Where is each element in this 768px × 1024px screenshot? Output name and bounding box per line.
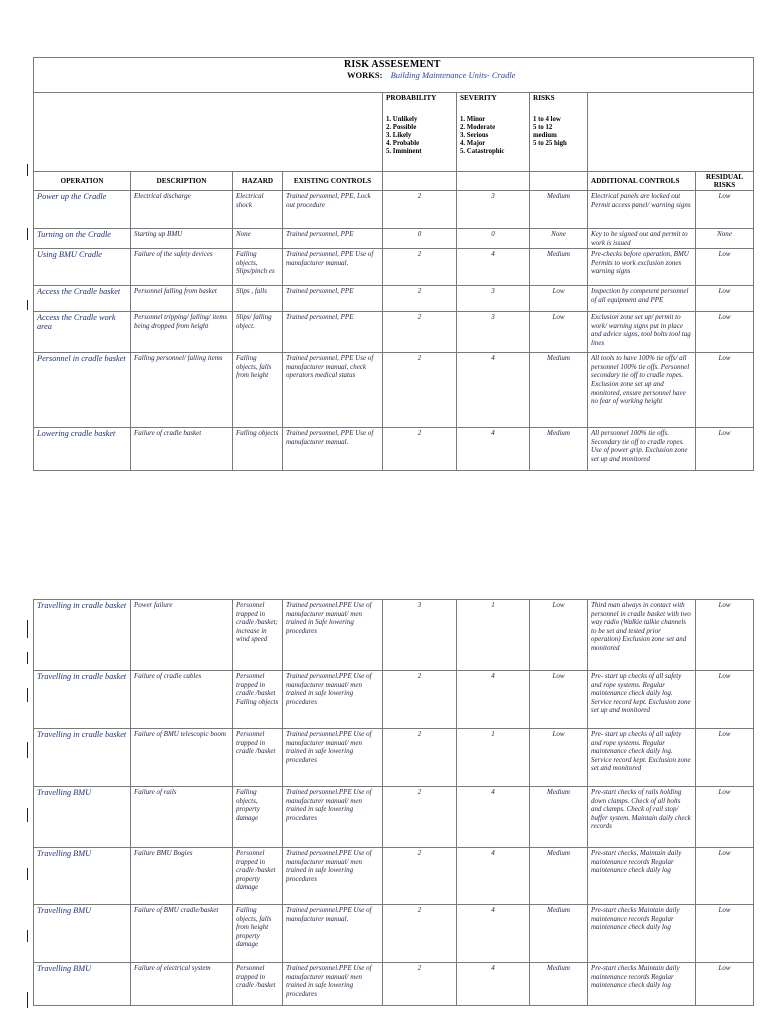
probability-cell: 2 [383,787,457,848]
description-cell: Failure of the safety devices [131,249,233,286]
risk-level-cell: Medium [530,428,588,471]
risk-table-page-1 [33,57,754,471]
probability-cell: 2 [383,312,457,353]
risk-row [34,229,754,249]
margin-tick [27,688,28,702]
operation-cell: Travelling in cradle basket [34,600,131,671]
margin-tick [27,930,28,942]
description-cell: Failure of BMU cradle/basket [131,905,233,963]
severity-cell: 4 [457,428,530,471]
risk-row [34,191,754,229]
additional-controls-cell: All personnel 100% tie offs. Secondary tie off to cradle ropes. Use of power grip. Exclusion zone set up and monitored [588,428,696,471]
operation-cell: Access the Cradle work area [34,312,131,353]
column-header-row [34,172,754,191]
hazard-cell: Falling objects, falls from height [233,353,283,428]
description-cell: Failure of rails [131,787,233,848]
works-value: Building Maintenance Units- Cradle [390,70,516,80]
description-cell: Personnel falling from basket [131,286,233,312]
existing-controls-cell: Trained personnel.PPE Use of manufacturer manual/ men trained in safe lowering procedures [283,671,383,729]
risk-row [34,249,754,286]
additional-controls-cell: All tools to have 100% tie offs/ all personnel 100% tie offs. Personnel secondary tie off to cradle ropes. Exclusion zone set up and monitored, ensure personnel have no fear of working height [588,353,696,428]
operation-cell: Travelling in cradle basket [34,729,131,787]
risk-level-cell: Medium [530,249,588,286]
description-cell: Starting up BMU [131,229,233,249]
risks-label: RISKS [533,94,555,102]
operation-cell: Access the Cradle basket [34,286,131,312]
margin-tick [27,164,28,176]
risk-level-cell: Low [530,729,588,787]
hazard-cell: Slips , falls [233,286,283,312]
description-cell: Falling personnel/ falling items [131,353,233,428]
col-header-probability-blank [383,172,457,191]
operation-cell: Personnel in cradle basket [34,353,131,428]
additional-controls-cell: Pre-start checks, Maintain daily maintenance records Regular maintenance check daily log [588,848,696,905]
probability-cell: 2 [383,729,457,787]
risk-row [34,963,754,1006]
probability-cell: 2 [383,905,457,963]
severity-cell: 4 [457,963,530,1006]
col-header-existing-controls: EXISTING CONTROLS [283,172,383,191]
residual-risk-cell: Low [696,848,754,905]
residual-risk-cell: None [696,229,754,249]
operation-cell: Travelling BMU [34,905,131,963]
hazard-cell: Slips/ falling object. [233,312,283,353]
description-cell: Failure of BMU telescopic boom [131,729,233,787]
residual-risk-cell: Low [696,249,754,286]
additional-controls-cell: Pre- start up checks of all safety and rope systems. Regular maintenance check daily log. Service record kept. Exclusion zone set up and monitored [588,671,696,729]
risk-level-cell: Medium [530,905,588,963]
margin-tick [27,620,28,638]
severity-cell: 3 [457,286,530,312]
risk-level-cell: Low [530,671,588,729]
probability-cell: 0 [383,229,457,249]
margin-tick [27,742,28,758]
scale-row [34,93,754,172]
operation-cell: Lowering cradle basket [34,428,131,471]
margin-tick [27,992,28,1008]
residual-risk-cell: Low [696,286,754,312]
existing-controls-cell: Trained personnel.PPE Use of manufacturer manual/ men trained in safe lowering procedures [283,848,383,905]
col-header-hazard: HAZARD [233,172,283,191]
probability-scale-cell [383,93,457,172]
severity-cell: 3 [457,191,530,229]
hazard-cell: Personnel trapped in cradle /basket; increase in wind speed [233,600,283,671]
severity-cell: 1 [457,600,530,671]
margin-tick [27,300,28,310]
risk-level-cell: Medium [530,353,588,428]
risk-level-cell: Low [530,286,588,312]
col-header-risk-blank [530,172,588,191]
risks-scale-list: 1 to 4 low 5 to 12 medium 5 to 25 high [533,116,567,147]
risk-row [34,848,754,905]
operation-cell: Travelling BMU [34,848,131,905]
risk-level-cell: Medium [530,848,588,905]
hazard-cell: Electrical shock [233,191,283,229]
operation-cell: Power up the Cradle [34,191,131,229]
probability-cell: 3 [383,600,457,671]
severity-cell: 1 [457,729,530,787]
col-header-additional-controls: ADDITIONAL CONTROLS [588,172,696,191]
existing-controls-cell: Trained personnel.PPE Use of manufacturer manual/ men trained in safe lowering procedures [283,787,383,848]
additional-controls-cell: Pre-start checks of rails holding down clamps. Check of all bolts and clamps. Check of rail stop/ buffer system. Maintain daily check records [588,787,696,848]
existing-controls-cell: Trained personnel.PPE Use of manufacturer manual/ men trained in safe lowering procedures [283,963,383,1006]
risk-level-cell: Medium [530,963,588,1006]
page-1-body [34,58,754,471]
additional-controls-cell: Key to be signed out and permit to work is issued [588,229,696,249]
existing-controls-cell: Trained personnel, PPE [283,229,383,249]
margin-tick [27,868,28,880]
risk-row [34,428,754,471]
residual-risk-cell: Low [696,600,754,671]
probability-cell: 2 [383,428,457,471]
existing-controls-cell: Trained personnel, PPE [283,286,383,312]
residual-risk-cell: Low [696,905,754,963]
description-cell: Failure BMU Bogies [131,848,233,905]
risk-level-cell: Medium [530,787,588,848]
risk-row [34,312,754,353]
additional-controls-cell: Inspection by competent personnel of all equipment and PPE [588,286,696,312]
hazard-cell: Falling objects, falls from height property damage [233,905,283,963]
hazard-cell: Personnel trapped in cradle /basket [233,963,283,1006]
severity-cell: 4 [457,353,530,428]
document-title: RISK ASSESEMENT [344,59,441,70]
residual-risk-cell: Low [696,312,754,353]
scale-right-blank-cell [588,93,754,172]
description-cell: Failure of cradle basket [131,428,233,471]
risk-level-cell: Low [530,312,588,353]
scale-blank-cell [34,93,383,172]
margin-tick [27,808,28,822]
severity-label: SEVERITY [460,94,497,102]
col-header-description: DESCRIPTION [131,172,233,191]
residual-risk-cell: Low [696,353,754,428]
probability-scale-list: 1. Unlikely 2. Possible 3. Likely 4. Probable 5. Imminent [386,116,422,155]
hazard-cell: Falling objects, Slips/pinch es [233,249,283,286]
residual-risk-cell: Low [696,428,754,471]
severity-cell: 4 [457,905,530,963]
works-line [347,70,750,81]
hazard-cell: Personnel trapped in cradle /basket Falling objects [233,671,283,729]
severity-cell: 0 [457,229,530,249]
risk-level-cell: Low [530,600,588,671]
probability-cell: 2 [383,671,457,729]
existing-controls-cell: Trained personnel.PPE Use of manufacturer manual. [283,905,383,963]
risk-table-page-2 [33,599,754,1006]
additional-controls-cell: Pre-checks before operation, BMU Permits to work exclusion zones warning signs [588,249,696,286]
probability-label: PROBABILITY [386,94,437,102]
additional-controls-cell: Pre-start checks Maintain daily maintenance records Regular maintenance check daily log [588,963,696,1006]
risk-row [34,729,754,787]
additional-controls-cell: Exclusion zone set up/ permit to work/ warning signs put in place and advice signs, tool bolts tool tag lines [588,312,696,353]
risk-level-cell: Medium [530,191,588,229]
additional-controls-cell: Pre-start checks Maintain daily maintenance records Regular maintenance check daily log [588,905,696,963]
margin-tick [27,652,28,664]
risk-row [34,905,754,963]
probability-cell: 2 [383,249,457,286]
severity-cell: 4 [457,787,530,848]
probability-cell: 2 [383,353,457,428]
probability-cell: 2 [383,963,457,1006]
risks-scale-cell [530,93,588,172]
works-separator: : [379,70,383,80]
existing-controls-cell: Trained personnel, PPE Use of manufacturer manual, check operators medical status [283,353,383,428]
probability-cell: 2 [383,848,457,905]
risk-row [34,600,754,671]
additional-controls-cell: Electrical panels are locked out Permit access panel/ warning signs [588,191,696,229]
existing-controls-cell: Trained personnel, PPE, Lock out procedure [283,191,383,229]
residual-risk-cell: Low [696,787,754,848]
risk-row [34,671,754,729]
risk-level-cell: None [530,229,588,249]
hazard-cell: Falling objects [233,428,283,471]
severity-cell: 4 [457,249,530,286]
risk-row [34,286,754,312]
probability-cell: 2 [383,286,457,312]
existing-controls-cell: Trained personnel, PPE [283,312,383,353]
title-row [34,58,754,93]
margin-tick [27,228,28,240]
operation-cell: Travelling BMU [34,963,131,1006]
risk-row [34,787,754,848]
severity-cell: 3 [457,312,530,353]
residual-risk-cell: Low [696,671,754,729]
operation-cell: Turning on the Cradle [34,229,131,249]
risk-row [34,353,754,428]
additional-controls-cell: Pre- start up checks of all safety and rope systems. Regular maintenance check daily log. Service record kept. Exclusion zone set and monitored [588,729,696,787]
hazard-cell: None [233,229,283,249]
existing-controls-cell: Trained personnel.PPE Use of manufacturer manual/ men trained in Safe lowering procedures [283,600,383,671]
existing-controls-cell: Trained personnel.PPE Use of manufacturer manual/ men trained in safe lowering procedures [283,729,383,787]
existing-controls-cell: Trained personnel, PPE Use of manufacturer manual. [283,249,383,286]
additional-controls-cell: Third man always in contact with personnel in cradle basket with two way radio (Walkie talkie channels to be set and tested prior operation) Exclusion zone set and monitored [588,600,696,671]
col-header-residual-risks: RESIDUAL RISKS [696,172,754,191]
severity-cell: 4 [457,848,530,905]
title-cell [34,58,754,93]
hazard-cell: Personnel trapped in cradle /basket property damage [233,848,283,905]
probability-cell: 2 [383,191,457,229]
severity-cell: 4 [457,671,530,729]
residual-risk-cell: Low [696,729,754,787]
severity-scale-list: 1. Minor 2. Moderate 3. Serious 4. Major 5. Catastrophic [460,116,505,155]
severity-scale-cell [457,93,530,172]
residual-risk-cell: Low [696,191,754,229]
existing-controls-cell: Trained personnel, PPE Use of manufacturer manual. [283,428,383,471]
residual-risk-cell: Low [696,963,754,1006]
operation-cell: Travelling BMU [34,787,131,848]
description-cell: Electrical discharge [131,191,233,229]
operation-cell: Using BMU Cradle [34,249,131,286]
col-header-operation: OPERATION [34,172,131,191]
description-cell: Power failure [131,600,233,671]
description-cell: Failure of electrical system [131,963,233,1006]
description-cell: Personnel tripping/ falling/ items being dropped from height [131,312,233,353]
hazard-cell: Personnel trapped in cradle /basket [233,729,283,787]
hazard-cell: Falling objects, property damage [233,787,283,848]
page-2-body [34,600,754,1006]
works-label: WORKS [347,70,380,80]
col-header-severity-blank [457,172,530,191]
description-cell: Failure of cradle cables [131,671,233,729]
operation-cell: Travelling in cradle basket [34,671,131,729]
